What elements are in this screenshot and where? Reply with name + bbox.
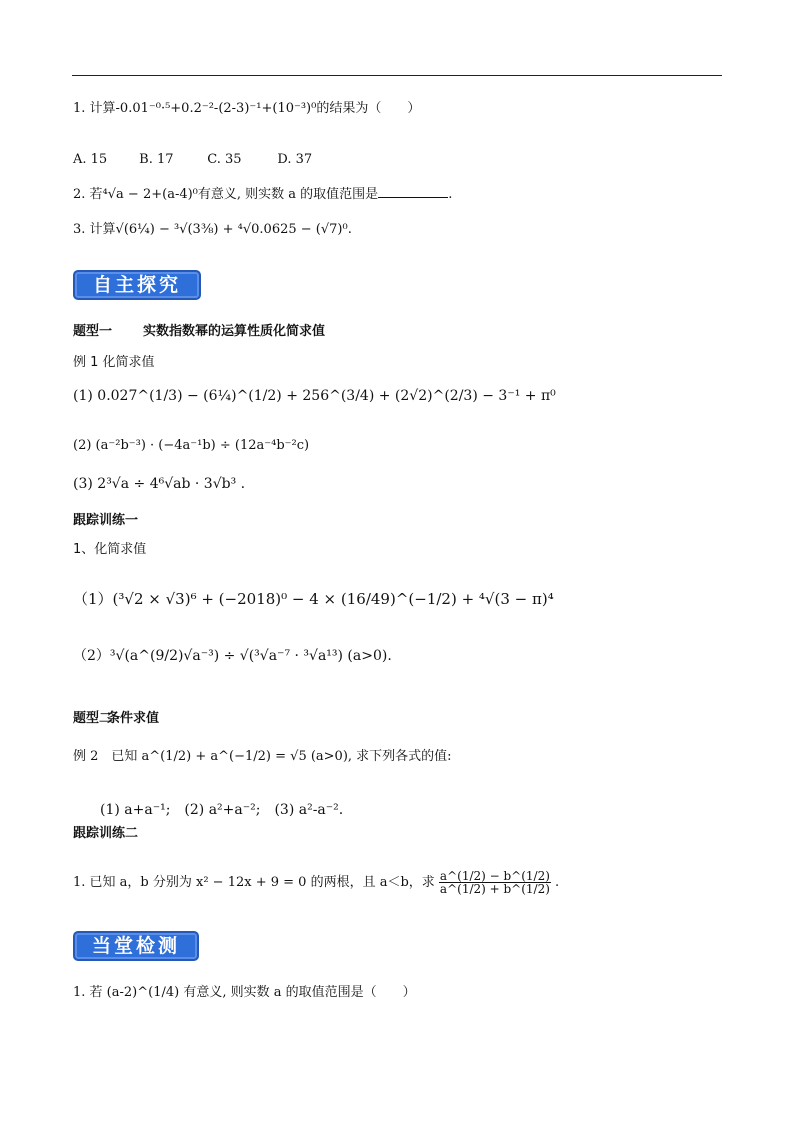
training-1-part-1: （1）(³√2 × √3)⁶ + (−2018)⁰ − 4 × (16/49)^(−1/2) + ⁴√(3 − π)⁴ bbox=[73, 590, 554, 608]
example-1-part-1: (1) 0.027^(1/3) − (6¼)^(1/2) + 256^(3/4) + (2√2)^(2/3) − 3⁻¹ + π⁰ bbox=[73, 388, 556, 404]
training-1-part-2: （2）³√(a^(9/2)√a⁻³) ÷ √(³√a⁻⁷ · ³√a¹³) (a>0). bbox=[73, 648, 392, 664]
training-1-heading: 跟踪训练一 bbox=[73, 513, 139, 528]
question-1: 1. 计算-0.01⁻⁰·⁵+0.2⁻²-(2-3)⁻¹+(10⁻³)⁰的结果为（ ） bbox=[73, 101, 421, 116]
example-1-part-2: (2) (a⁻²b⁻³) · (−4a⁻¹b) ÷ (12a⁻⁴b⁻²c) bbox=[73, 438, 310, 453]
question-2: 2. 若⁴√a − 2+(a-4)⁰有意义, 则实数 a 的取值范围是 . bbox=[73, 187, 453, 202]
example-1-part-3: (3) 2³√a ÷ 4⁶√ab · 3√b³ . bbox=[73, 476, 246, 492]
section-banner-class-test: 当堂检测 bbox=[73, 931, 199, 961]
type-2-heading: 题型二条件求值 bbox=[73, 711, 160, 726]
training-2-question: 1. 已知 a，b 分别为 x² − 12x + 9 = 0 的两根，且 a＜b，求 $\frac{a\^{}(1/2) - b\^{}(1/2)}{a\^{}(1/2) + b\^{}(1/2)}$ . bbox=[73, 869, 560, 896]
test-question-1: 1. 若 (a-2)^(1/4) 有意义, 则实数 a 的取值范围是（ ） bbox=[73, 985, 416, 1000]
example-2: 例 2 已知 a^(1/2) + a^(−1/2) = √5 (a>0), 求下列各式的值: bbox=[73, 749, 452, 764]
example-1-title: 例 1 化简求值 bbox=[73, 355, 155, 370]
answer-blank[interactable] bbox=[378, 185, 448, 198]
training-2-fraction: $\frac{a\^{}(1/2) - b\^{}(1/2)}{a\^{}(1/2) + b\^{}(1/2)}$ bbox=[439, 869, 550, 896]
question-1-options bbox=[73, 152, 312, 168]
training-1-subtitle: 1、化简求值 bbox=[73, 542, 147, 557]
option-c: C. 35 bbox=[207, 152, 242, 167]
option-a: A. 15 bbox=[73, 152, 108, 167]
option-b: B. 17 bbox=[139, 152, 174, 167]
section-banner-self-study: 自主探究 bbox=[73, 270, 201, 300]
top-rule bbox=[72, 75, 722, 76]
example-2-items: (1) a+a⁻¹; (2) a²+a⁻²; (3) a²-a⁻². bbox=[100, 802, 344, 818]
question-3: 3. 计算√(6¼) − ³√(3⅜) + ⁴√0.0625 − (√7)⁰. bbox=[73, 222, 352, 237]
option-d: D. 37 bbox=[277, 152, 313, 167]
type-1-heading: 题型一 实数指数幂的运算性质化简求值 bbox=[73, 324, 326, 339]
training-2-heading: 跟踪训练二 bbox=[73, 826, 139, 841]
